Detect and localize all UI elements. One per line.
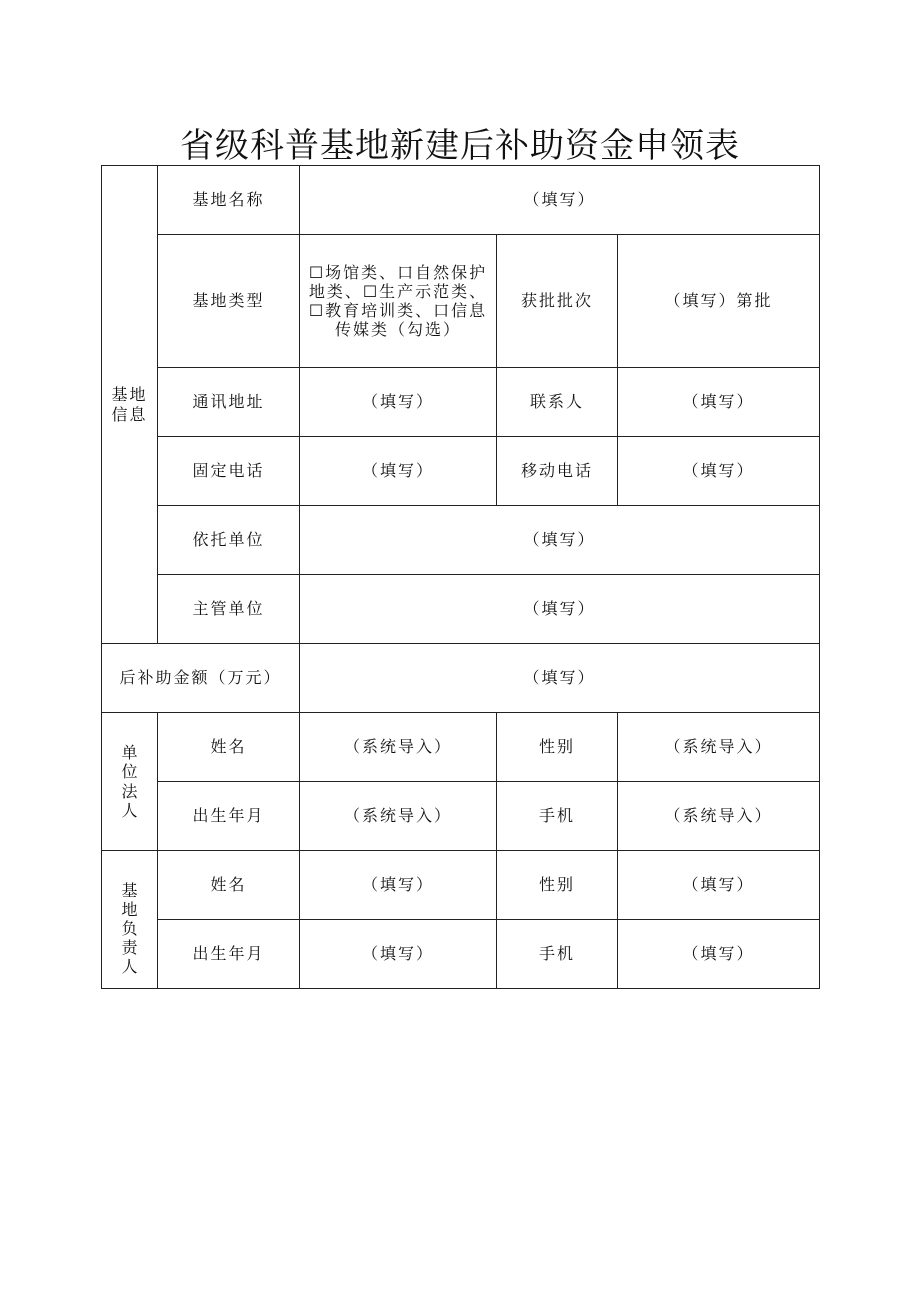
group-legal-label: 单位法人 (121, 743, 140, 820)
legal-gender-field: （系统导入） (618, 713, 820, 782)
mobile-label: 移动电话 (497, 437, 618, 506)
landline-field[interactable]: （填写） (300, 437, 497, 506)
legal-name-label: 姓名 (158, 713, 300, 782)
group-base-info (102, 166, 158, 644)
row-depend-unit (102, 506, 820, 575)
manager-gender-label: 性别 (497, 851, 618, 920)
page-title: 省级科普基地新建后补助资金申领表 (180, 126, 740, 166)
group-manager (102, 851, 158, 989)
amount-label: 后补助金额（万元） (102, 644, 300, 713)
legal-phone-label: 手机 (497, 782, 618, 851)
legal-gender-label: 性别 (497, 713, 618, 782)
manager-name-field[interactable]: （填写） (300, 851, 497, 920)
base-type-option-line[interactable]: 地类、☐生产示范类、 (308, 281, 488, 301)
row-address (102, 368, 820, 437)
row-base-name (102, 166, 820, 235)
legal-birth-field: （系统导入） (300, 782, 497, 851)
address-label: 通讯地址 (158, 368, 300, 437)
row-phone (102, 437, 820, 506)
base-type-label: 基地类型 (158, 235, 300, 368)
row-base-type (102, 235, 820, 368)
manager-phone-label: 手机 (497, 920, 618, 989)
base-type-option-line: 传媒类（勾选） (334, 320, 461, 340)
row-manager-name (102, 851, 820, 920)
contact-label: 联系人 (497, 368, 618, 437)
base-type-option-line[interactable]: ☐教育培训类、口信息 (308, 301, 488, 320)
group-legal (102, 713, 158, 851)
application-form-table (101, 165, 820, 989)
legal-name-field: （系统导入） (300, 713, 497, 782)
mobile-field[interactable]: （填写） (618, 437, 820, 506)
manager-birth-label: 出生年月 (158, 920, 300, 989)
group-manager-label: 基地负责人 (121, 880, 140, 977)
manager-gender-field[interactable]: （填写） (618, 851, 820, 920)
landline-label: 固定电话 (158, 437, 300, 506)
row-manager-birth (102, 920, 820, 989)
row-amount (102, 644, 820, 713)
manager-phone-field[interactable]: （填写） (618, 920, 820, 989)
depend-unit-label: 依托单位 (158, 506, 300, 575)
row-legal-name (102, 713, 820, 782)
legal-phone-field: （系统导入） (618, 782, 820, 851)
row-legal-birth (102, 782, 820, 851)
manager-name-label: 姓名 (158, 851, 300, 920)
batch-label: 获批批次 (497, 235, 618, 368)
supervisor-unit-field[interactable]: （填写） (300, 575, 820, 644)
base-type-option-line[interactable]: ☐场馆类、口自然保护 (308, 262, 488, 282)
base-type-options[interactable] (300, 235, 497, 368)
group-base-info-label: 基地 信息 (111, 385, 148, 424)
address-field[interactable]: （填写） (300, 368, 497, 437)
amount-field[interactable]: （填写） (300, 644, 820, 713)
supervisor-unit-label: 主管单位 (158, 575, 300, 644)
base-name-field[interactable]: （填写） (300, 166, 820, 235)
base-name-label: 基地名称 (158, 166, 300, 235)
batch-field[interactable]: （填写）第批 (618, 235, 820, 368)
manager-birth-field[interactable]: （填写） (300, 920, 497, 989)
depend-unit-field[interactable]: （填写） (300, 506, 820, 575)
legal-birth-label: 出生年月 (158, 782, 300, 851)
row-supervisor-unit (102, 575, 820, 644)
contact-field[interactable]: （填写） (618, 368, 820, 437)
